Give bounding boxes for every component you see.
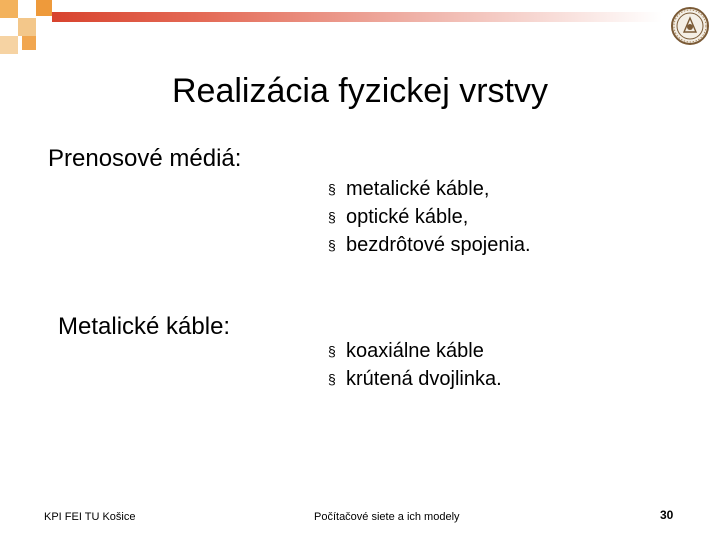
decor-square	[18, 18, 36, 36]
list-item-text: metalické káble,	[346, 178, 490, 200]
list-item-text: bezdrôtové spojenia.	[346, 234, 531, 256]
footer-course-title: Počítačové siete a ich modely	[314, 511, 460, 523]
bullet-icon: §	[328, 237, 336, 253]
bullet-icon: §	[328, 371, 336, 387]
bullet-icon: §	[328, 209, 336, 225]
transmission-media-list	[328, 175, 531, 259]
section-label-transmission-media: Prenosové médiá:	[48, 145, 242, 172]
decor-square	[36, 0, 52, 16]
decor-square	[0, 0, 18, 18]
slide-title: Realizácia fyzickej vrstvy	[172, 72, 548, 110]
section-label-metallic-cables: Metalické káble:	[58, 313, 231, 340]
list-item	[328, 337, 502, 365]
list-item-text: koaxiálne káble	[346, 340, 484, 362]
header-gradient-bar	[52, 12, 662, 22]
list-item-text: krútená dvojlinka.	[346, 368, 502, 390]
metallic-cables-list	[328, 337, 502, 393]
list-item	[328, 175, 531, 203]
decor-square	[0, 18, 18, 36]
bullet-icon: §	[328, 343, 336, 359]
list-item	[328, 365, 502, 393]
decor-square	[18, 0, 36, 18]
list-item	[328, 231, 531, 259]
page-number: 30	[660, 508, 674, 522]
decor-square	[0, 36, 18, 54]
decor-square	[22, 36, 36, 50]
bullet-icon: §	[328, 181, 336, 197]
list-item	[328, 203, 531, 231]
list-item-text: optické káble,	[346, 206, 469, 228]
university-seal-icon	[670, 6, 710, 46]
footer-institution: KPI FEI TU Košice	[44, 511, 136, 523]
